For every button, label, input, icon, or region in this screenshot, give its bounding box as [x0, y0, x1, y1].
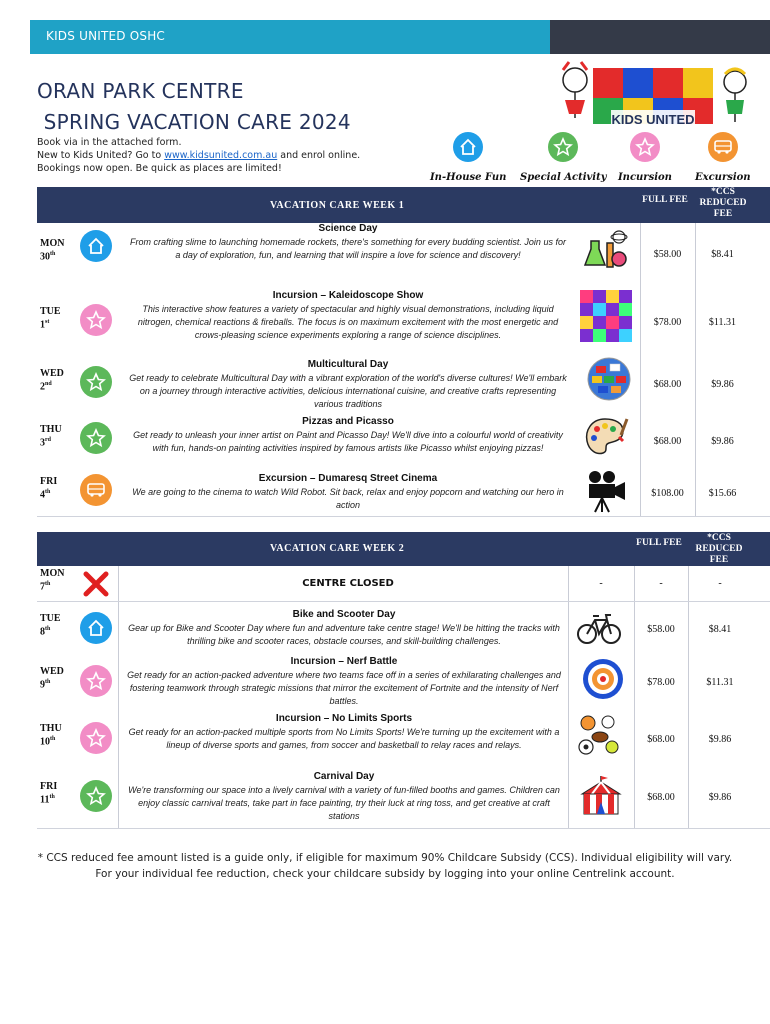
divider [37, 516, 770, 517]
target-icon [580, 656, 626, 702]
full-fee: $78.00 [653, 317, 682, 328]
legend-label: Excursion [695, 172, 751, 183]
activity [128, 359, 568, 411]
activity-title: Pizzas and Picasso [302, 416, 394, 427]
ccs-fee: $9.86 [711, 379, 734, 390]
activity-description: Get ready for an action-packed adventure where two teams face off in a series of exhilarating challenges and fostering teamwork through strategic missions that mirror the excitement of Fortnite and the intensity of Nerf battles. [127, 670, 561, 706]
divider [634, 566, 635, 828]
ccs-fee: $8.41 [711, 249, 734, 260]
disclaimer-line-2: For your individual fee reduction, check your childcare subsidy by logging into your online Centrelink account. [95, 868, 675, 880]
picture-placeholder: - [599, 578, 603, 589]
ccs-fee: $9.86 [711, 436, 734, 447]
ccs-fee: $15.66 [708, 488, 737, 499]
house-icon [80, 230, 112, 262]
paint-palette-icon [583, 415, 629, 461]
ccs-fee: $11.31 [708, 317, 737, 328]
activity [122, 656, 566, 708]
centre-closed-label: CENTRE CLOSED [302, 578, 394, 589]
legend-special-activity [520, 132, 607, 183]
intro-line-2 [37, 149, 360, 162]
intro-line-1: Book via in the attached form. [37, 137, 182, 148]
legend-incursion [618, 132, 672, 183]
star-icon [80, 665, 112, 697]
day-label: TUE 8th [40, 613, 61, 638]
full-fee: $58.00 [653, 249, 682, 260]
day-label: TUE 1st [40, 306, 61, 331]
full-fee: - [659, 578, 663, 589]
activity-description: We're transforming our space into a lively carnival with a variety of fun-filled booths and games. Children can enjoy classic carnival treats, take part in face painting, try their luck at ring toss, and get creative at craft stations [128, 785, 560, 821]
activity-description: We are going to the cinema to watch Wild Robot. Sit back, relax and enjoy popcorn and watching our hero in action [132, 487, 564, 510]
full-fee: $108.00 [651, 488, 684, 499]
intro-line-3: Bookings now open. Be quick as places are limited! [37, 163, 282, 174]
full-fee: $58.00 [647, 624, 675, 635]
activity [122, 713, 566, 752]
disclaimer-line-1: * CCS reduced fee amount listed is a guide only, if eligible for maximum 90% Childcare Subsidy (CCS). Individual eligibility will vary. [37, 852, 733, 864]
ccs-fee: $9.86 [708, 734, 732, 745]
activity [122, 609, 566, 648]
divider [640, 223, 641, 516]
activity-description: This interactive show features a variety of spectacular and highly visual demonstrations, including liquid nitrogen, chemical reactions & fireballs. The focus is on maximum excitement with the most energetic and crows-pleasing science experiments exploring a range of science disciplines. [137, 304, 559, 340]
ccs-fee: $11.31 [706, 677, 734, 688]
week2-ccs-header: *CCS REDUCED FEE [695, 533, 743, 565]
activity-description: Get ready to celebrate Multicultural Day with a vibrant exploration of the world's diverse cultures! We'll embark on a journey through interactive activities, delicious international cuisine, and creative crafts representing various traditions [129, 373, 567, 409]
activity-description: Get ready for an action-packed multiple sports from No Limits Sports! We're turning up the excitement with a lineup of diverse sports and games, from soccer and basketball to relay races and relays. [128, 727, 560, 750]
star-icon [80, 780, 112, 812]
star-icon [80, 422, 112, 454]
logo-text: KIDS UNITED [611, 112, 695, 127]
activity-title: Carnival Day [313, 771, 375, 782]
full-fee: $68.00 [653, 379, 682, 390]
divider [695, 223, 696, 516]
star-icon [80, 722, 112, 754]
activity-title: Incursion – Kaleidoscope Show [272, 290, 424, 301]
bicycle-icon [576, 606, 622, 652]
activity [128, 223, 568, 262]
day-label: THU 10th [40, 723, 62, 748]
full-fee: $68.00 [647, 792, 675, 803]
world-flags-icon [586, 356, 632, 402]
star-icon [630, 132, 660, 162]
page-title: SPRING VACATION CARE 2024 [37, 110, 351, 134]
activity-title: Excursion – Dumaresq Street Cinema [258, 473, 438, 484]
legend-in-house [430, 132, 506, 183]
week2-header [37, 532, 770, 566]
legend-label: Special Activity [520, 172, 607, 183]
week2-full-fee-header: FULL FEE [636, 538, 682, 548]
star-icon [548, 132, 578, 162]
movie-camera-icon [583, 468, 629, 514]
star-icon [80, 304, 112, 336]
activity-title: Incursion – Nerf Battle [290, 656, 398, 667]
intro-text [37, 136, 360, 175]
sports-balls-icon [576, 713, 622, 759]
activity-description: Gear up for Bike and Scooter Day where fun and adventure take centre stage! We'll be hitting the tracks with thrilling bike and scooter races, obstacle courses, and skill-building challenges. [128, 623, 560, 646]
activity [128, 416, 568, 455]
full-fee: $68.00 [653, 436, 682, 447]
day-label: MON 30th [40, 238, 65, 263]
day-label: MON 7th [40, 568, 65, 593]
top-banner [30, 20, 550, 54]
divider [37, 601, 770, 602]
activity-description: Get ready to unleash your inner artist on Paint and Picasso Day! We'll dive into a colourful world of creativity with fun, hands-on painting activities inspired by famous artists like Picasso whilst enjoying pizzas! [133, 430, 563, 453]
divider [568, 566, 569, 828]
legend-label: In-House Fun [430, 172, 507, 183]
kids-united-logo [553, 60, 753, 136]
activity [128, 473, 568, 512]
bus-icon [80, 474, 112, 506]
week2-title: VACATION CARE WEEK 2 [270, 543, 405, 554]
centre-title: ORAN PARK CENTRE [37, 79, 244, 103]
week1-header [37, 187, 770, 223]
full-fee: $68.00 [647, 734, 675, 745]
house-icon [80, 612, 112, 644]
intro-line-2-pre: New to Kids United? Go to [37, 150, 165, 161]
org-name: KIDS UNITED OSHC [46, 29, 166, 43]
ccs-fee: - [718, 578, 722, 589]
activity-description: From crafting slime to launching homemade rockets, there's something for every budding scientist. Join us for a day of exploration, fun, and learning that will inspire a love for science and discovery! [130, 237, 566, 260]
kaleidoscope-icon [580, 290, 632, 342]
divider [37, 828, 770, 829]
activity-title: Incursion – No Limits Sports [275, 713, 413, 724]
activity [128, 290, 568, 342]
day-label: FRI 11th [40, 781, 58, 806]
ccs-disclaimer [30, 850, 740, 882]
house-icon [453, 132, 483, 162]
bus-icon [708, 132, 738, 162]
activity-title: Science Day [318, 223, 378, 234]
top-banner-dark [550, 20, 770, 54]
intro-line-2-post: and enrol online. [277, 150, 361, 161]
day-label: WED 2nd [40, 368, 64, 393]
science-flask-icon [583, 227, 629, 273]
divider [118, 566, 119, 828]
activity [122, 771, 566, 823]
activity-title: Multicultural Day [307, 359, 389, 370]
circus-tent-icon [578, 772, 624, 818]
day-label: THU 3rd [40, 424, 62, 449]
day-label: FRI 4th [40, 476, 58, 501]
week1-ccs-header: *CCS REDUCED FEE [699, 187, 747, 219]
ccs-fee: $9.86 [708, 792, 732, 803]
week1-title: VACATION CARE WEEK 1 [270, 200, 405, 211]
website-link[interactable]: www.kidsunited.com.au [164, 150, 278, 161]
legend-excursion [695, 132, 751, 183]
closed-x-icon [82, 570, 110, 598]
star-icon [80, 366, 112, 398]
legend-label: Incursion [618, 172, 672, 183]
week1-full-fee-header: FULL FEE [642, 195, 688, 205]
day-label: WED 9th [40, 666, 64, 691]
ccs-fee: $8.41 [708, 624, 732, 635]
activity-title: Bike and Scooter Day [292, 609, 396, 620]
full-fee: $78.00 [647, 677, 675, 688]
divider [688, 566, 689, 828]
